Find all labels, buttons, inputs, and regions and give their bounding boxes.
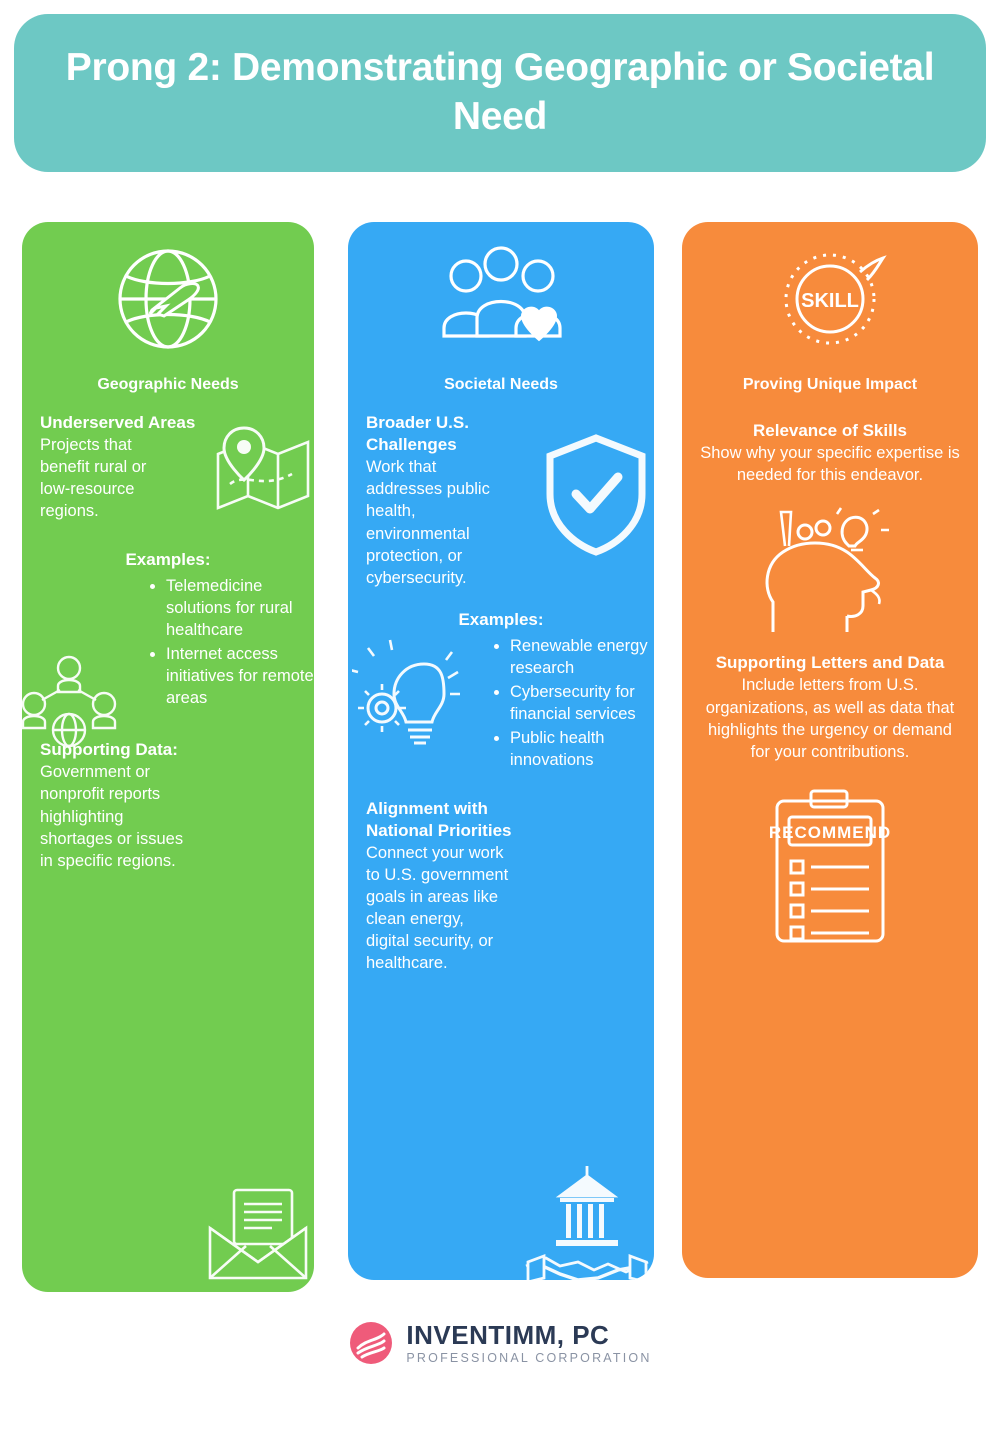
header-banner — [14, 14, 986, 172]
block-text: Show why your specific expertise is needed for this endeavor. — [700, 444, 960, 485]
block-text: Projects that benefit rural or low-resource regions. — [40, 436, 147, 521]
column-body-societal — [348, 394, 654, 974]
block-examples-geographic — [40, 549, 296, 571]
block-supporting-letters — [700, 652, 960, 763]
block-text: Work that addresses public health, environmental protection, or cybersecurity. — [366, 458, 490, 587]
company-name: INVENTIMM, PC — [406, 1319, 610, 1350]
block-title: Broader U.S. Challenges — [366, 413, 469, 455]
list-item: • Cybersecurity for financial services — [510, 681, 654, 725]
page-title: Prong 2: Demonstrating Geographic or Societal Need — [65, 46, 935, 138]
block-examples-societal — [366, 609, 636, 631]
list-item: • Public health innovations — [510, 727, 654, 771]
skill-badge-icon — [682, 236, 978, 362]
lightbulb-gears-icon — [352, 638, 468, 761]
column-societal-needs — [348, 222, 654, 1280]
block-alignment-priorities — [366, 798, 636, 975]
block-title: Relevance of Skills — [752, 421, 908, 440]
company-tagline: PROFESSIONAL CORPORATION — [406, 1350, 652, 1365]
block-supporting-data-geographic — [40, 739, 296, 872]
column-body-impact — [682, 394, 978, 947]
column-proving-unique-impact — [682, 222, 978, 1278]
svg-text:SKILL: SKILL — [801, 290, 859, 312]
list-item: • Internet access initiatives for remote areas — [166, 643, 314, 709]
column-heading-geographic: Geographic Needs — [97, 376, 239, 393]
bullet-list-geographic — [136, 575, 314, 710]
list-item: • Renewable energy research — [510, 635, 654, 679]
column-heading-societal: Societal Needs — [444, 376, 558, 393]
block-relevance-of-skills — [700, 420, 960, 486]
block-underserved-areas — [40, 412, 296, 523]
people-heart-icon — [348, 236, 654, 362]
footer-logo — [0, 1320, 1000, 1366]
block-text: Government or nonprofit reports highlighting shortages or issues in specific regions. — [40, 763, 184, 870]
inventimm-swirl-logo — [348, 1320, 394, 1366]
block-text: Connect your work to U.S. government goals in areas like clean energy, digital security, or healthcare. — [366, 843, 509, 973]
column-heading-impact: Proving Unique Impact — [742, 376, 918, 393]
creative-head-ideas-icon — [700, 506, 960, 636]
capitol-handshake-icon — [520, 1162, 654, 1280]
logo-text-block — [406, 1319, 652, 1365]
column-geographic-needs — [22, 222, 314, 1292]
block-title: Alignment with National Priorities — [366, 798, 512, 840]
recommend-clipboard-icon — [700, 787, 960, 947]
globe-airplane-icon — [22, 236, 314, 362]
columns-container — [0, 222, 1000, 1304]
open-envelope-letter-icon — [198, 1184, 314, 1291]
block-text: Include letters from U.S. organizations, as well as data that highlights the urgency or demand for your contributions. — [705, 676, 955, 761]
bullet-list-societal — [480, 635, 654, 772]
block-title: Supporting Data: — [40, 740, 178, 760]
list-item: • Telemedicine solutions for rural healthcare — [166, 575, 314, 641]
block-broader-challenges — [366, 412, 636, 589]
block-title: Examples: — [458, 609, 544, 629]
svg-text:RECOMMEND: RECOMMEND — [768, 822, 892, 842]
block-title: Examples: — [125, 549, 211, 569]
block-title: Underserved Areas — [40, 413, 196, 432]
block-title: Supporting Letters and Data — [715, 653, 945, 673]
column-body-geographic — [22, 394, 314, 872]
